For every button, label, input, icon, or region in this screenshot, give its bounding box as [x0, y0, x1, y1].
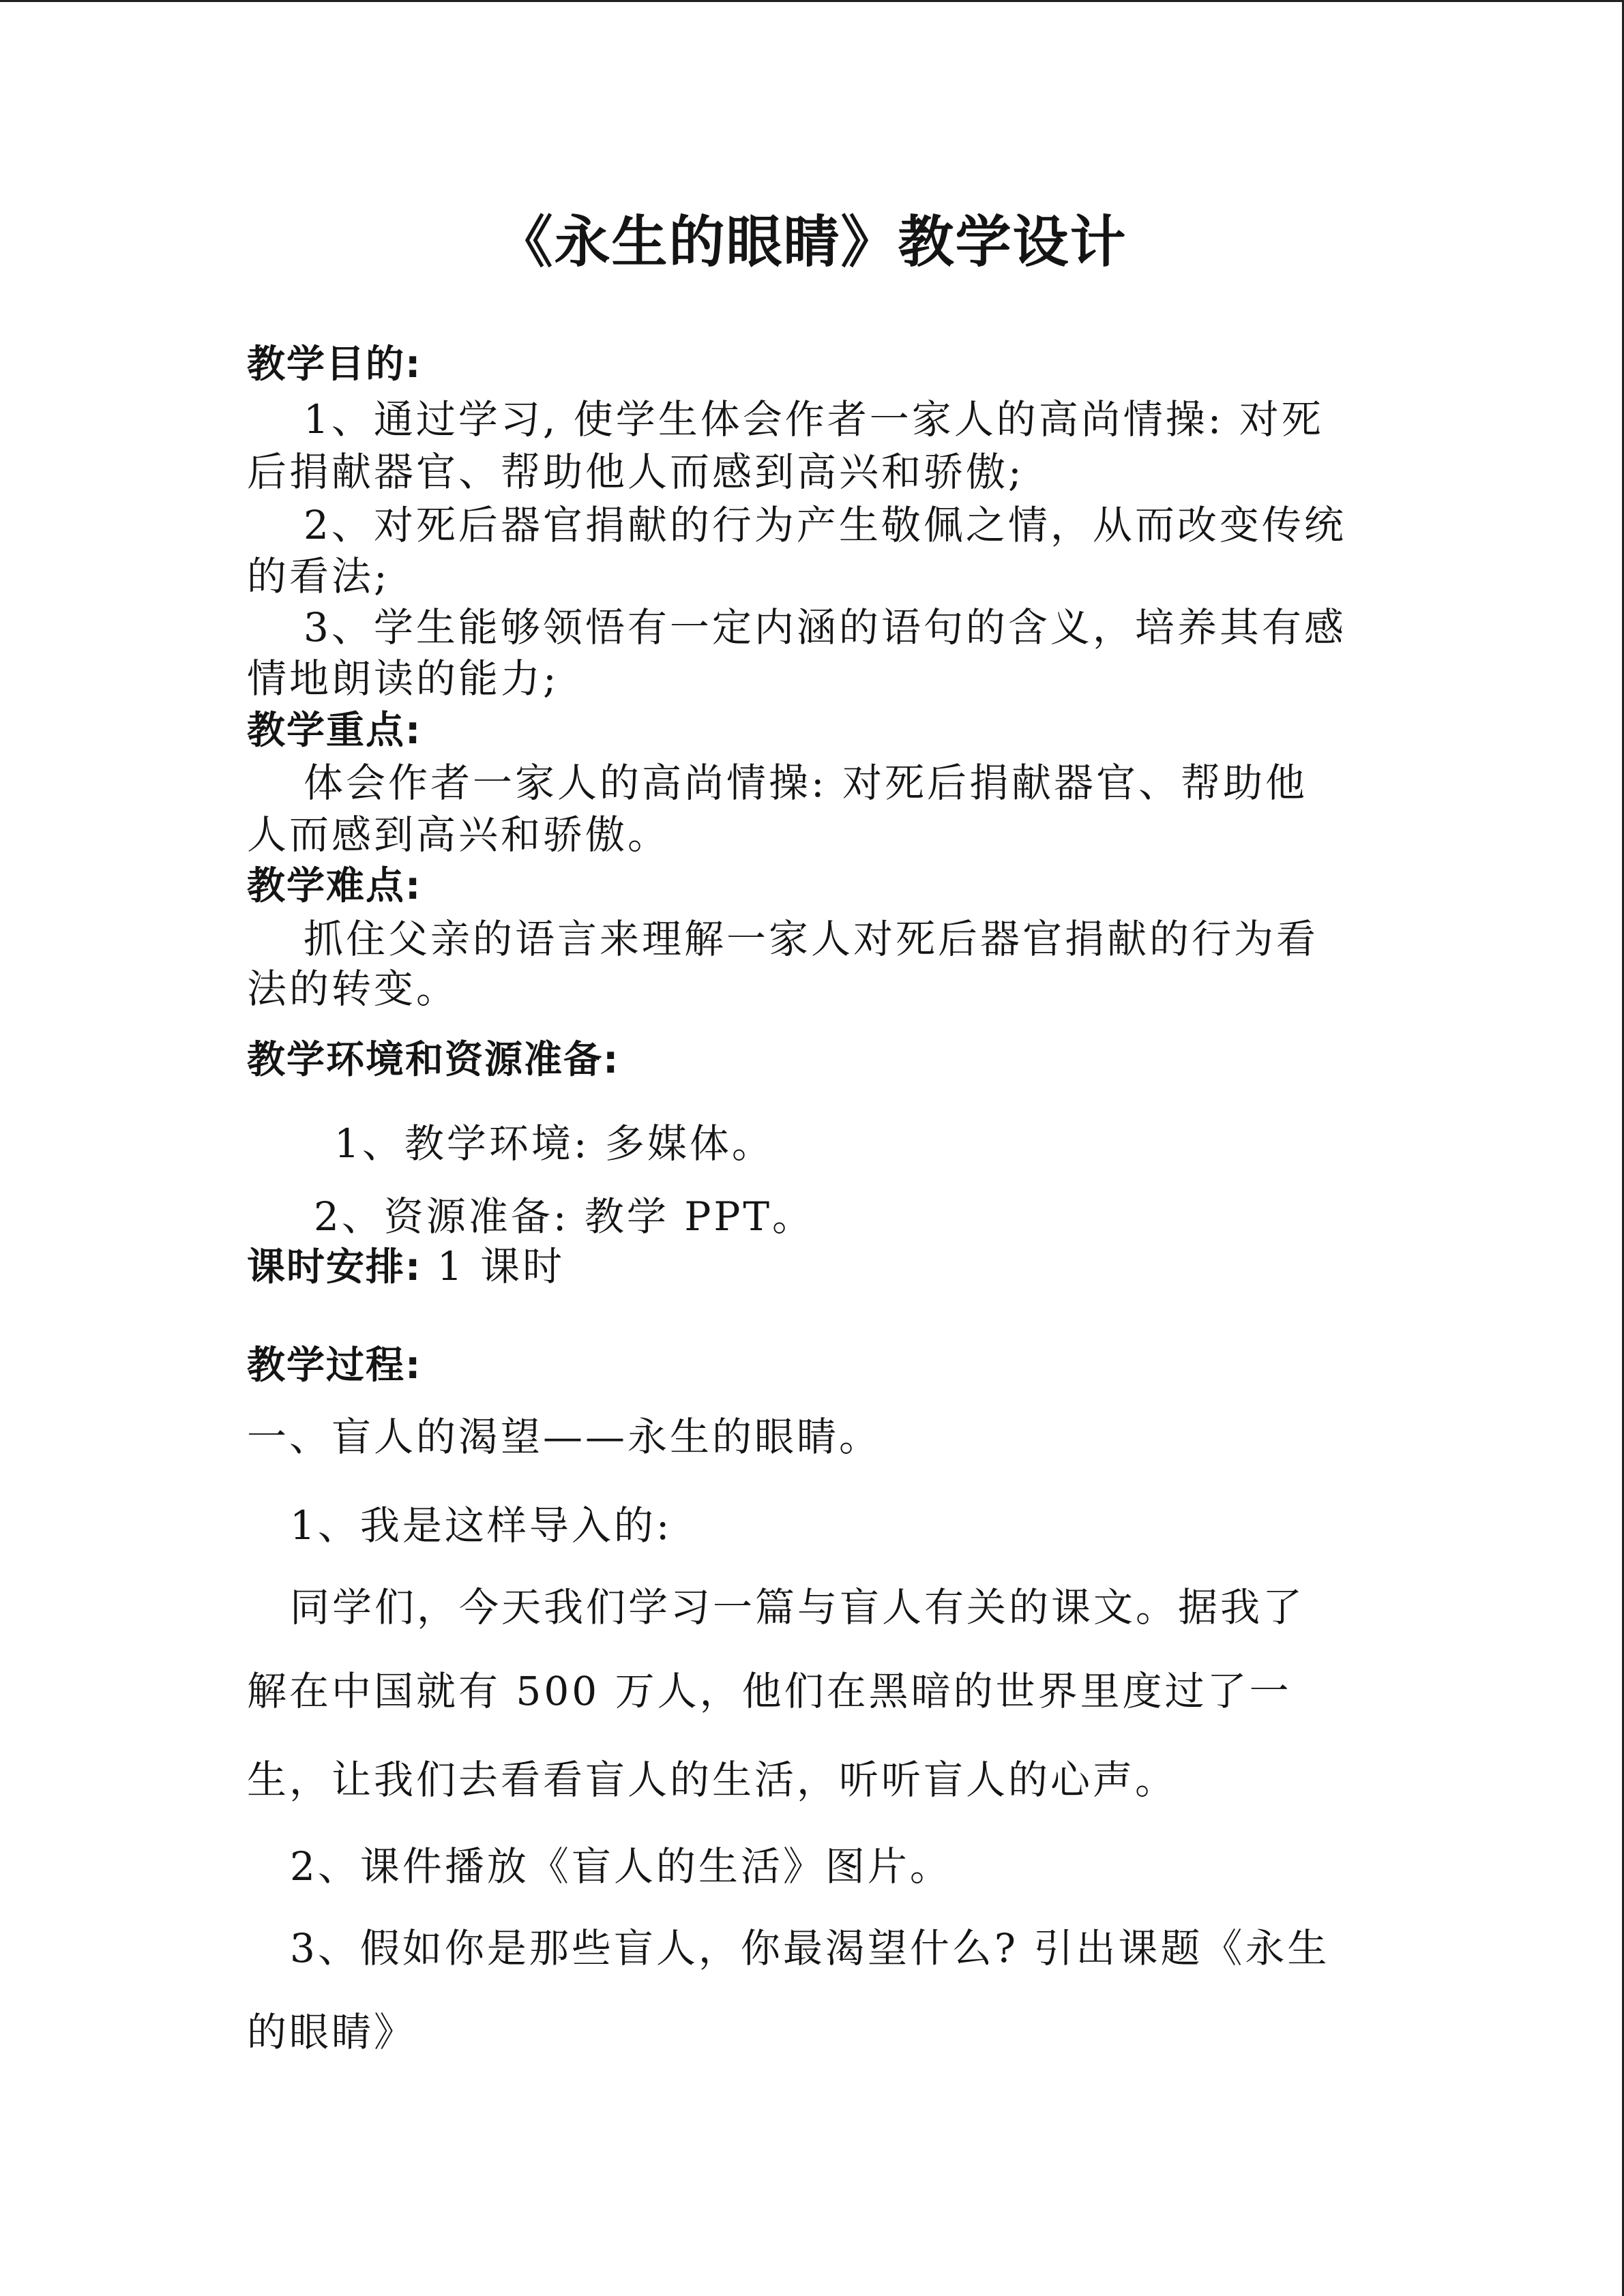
- difficulty-line-1: 抓住父亲的语言来理解一家人对死后器官捐献的行为看: [304, 916, 1319, 962]
- environment-line-1: 1、教学环境: 多媒体。: [334, 1120, 774, 1167]
- schedule-label: 课时安排:: [247, 1245, 422, 1289]
- objective-line-5: 3、学生能够领悟有一定内涵的语句的含义，培养其有感: [304, 604, 1346, 651]
- environment-heading: 教学环境和资源准备:: [247, 1038, 620, 1082]
- objective-line-6: 情地朗读的能力;: [247, 655, 559, 702]
- process-line-2: 同学们，今天我们学习一篇与盲人有关的课文。据我了: [290, 1584, 1305, 1630]
- objective-line-1: 1、通过学习, 使学生体会作者一家人的高尚情操: 对死: [304, 396, 1324, 443]
- process-heading: 教学过程:: [247, 1343, 422, 1388]
- difficulties-heading: 教学难点:: [247, 864, 422, 908]
- difficulty-line-2: 法的转变。: [247, 966, 459, 1012]
- key-point-line-1: 体会作者一家人的高尚情操: 对死后捐献器官、帮助他: [304, 760, 1308, 806]
- process-line-5: 2、课件播放《盲人的生活》图片。: [290, 1843, 952, 1890]
- objectives-heading: 教学目的:: [247, 342, 422, 387]
- objective-line-2: 后捐献器官、帮助他人而感到高兴和骄傲;: [247, 449, 1024, 495]
- environment-line-2: 2、资源准备: 教学 PPT。: [314, 1193, 815, 1240]
- process-line-7: 的眼睛》: [247, 2009, 417, 2055]
- process-line-4: 生，让我们去看看盲人的生活，听听盲人的心声。: [247, 1757, 1178, 1803]
- page-border-top: [0, 0, 1624, 2]
- process-line-6: 3、假如你是那些盲人，你最渴望什么? 引出课题《永生: [290, 1925, 1330, 1971]
- schedule-value: 1 课时: [422, 1243, 565, 1289]
- document-title: 《永生的眼睛》教学设计: [497, 210, 1127, 275]
- process-section-title: 一、盲人的渴望——永生的眼睛。: [247, 1414, 882, 1460]
- schedule-row: [247, 1234, 565, 1292]
- process-line-1: 1、我是这样导入的:: [290, 1502, 673, 1549]
- process-line-3: 解在中国就有 500 万人，他们在黑暗的世界里度过了一: [247, 1668, 1292, 1714]
- objective-line-4: 的看法;: [247, 553, 390, 599]
- key-point-line-2: 人而感到高兴和骄傲。: [247, 811, 670, 858]
- key-points-heading: 教学重点:: [247, 709, 422, 753]
- objective-line-3: 2、对死后器官捐献的行为产生敬佩之情，从而改变传统: [304, 502, 1346, 548]
